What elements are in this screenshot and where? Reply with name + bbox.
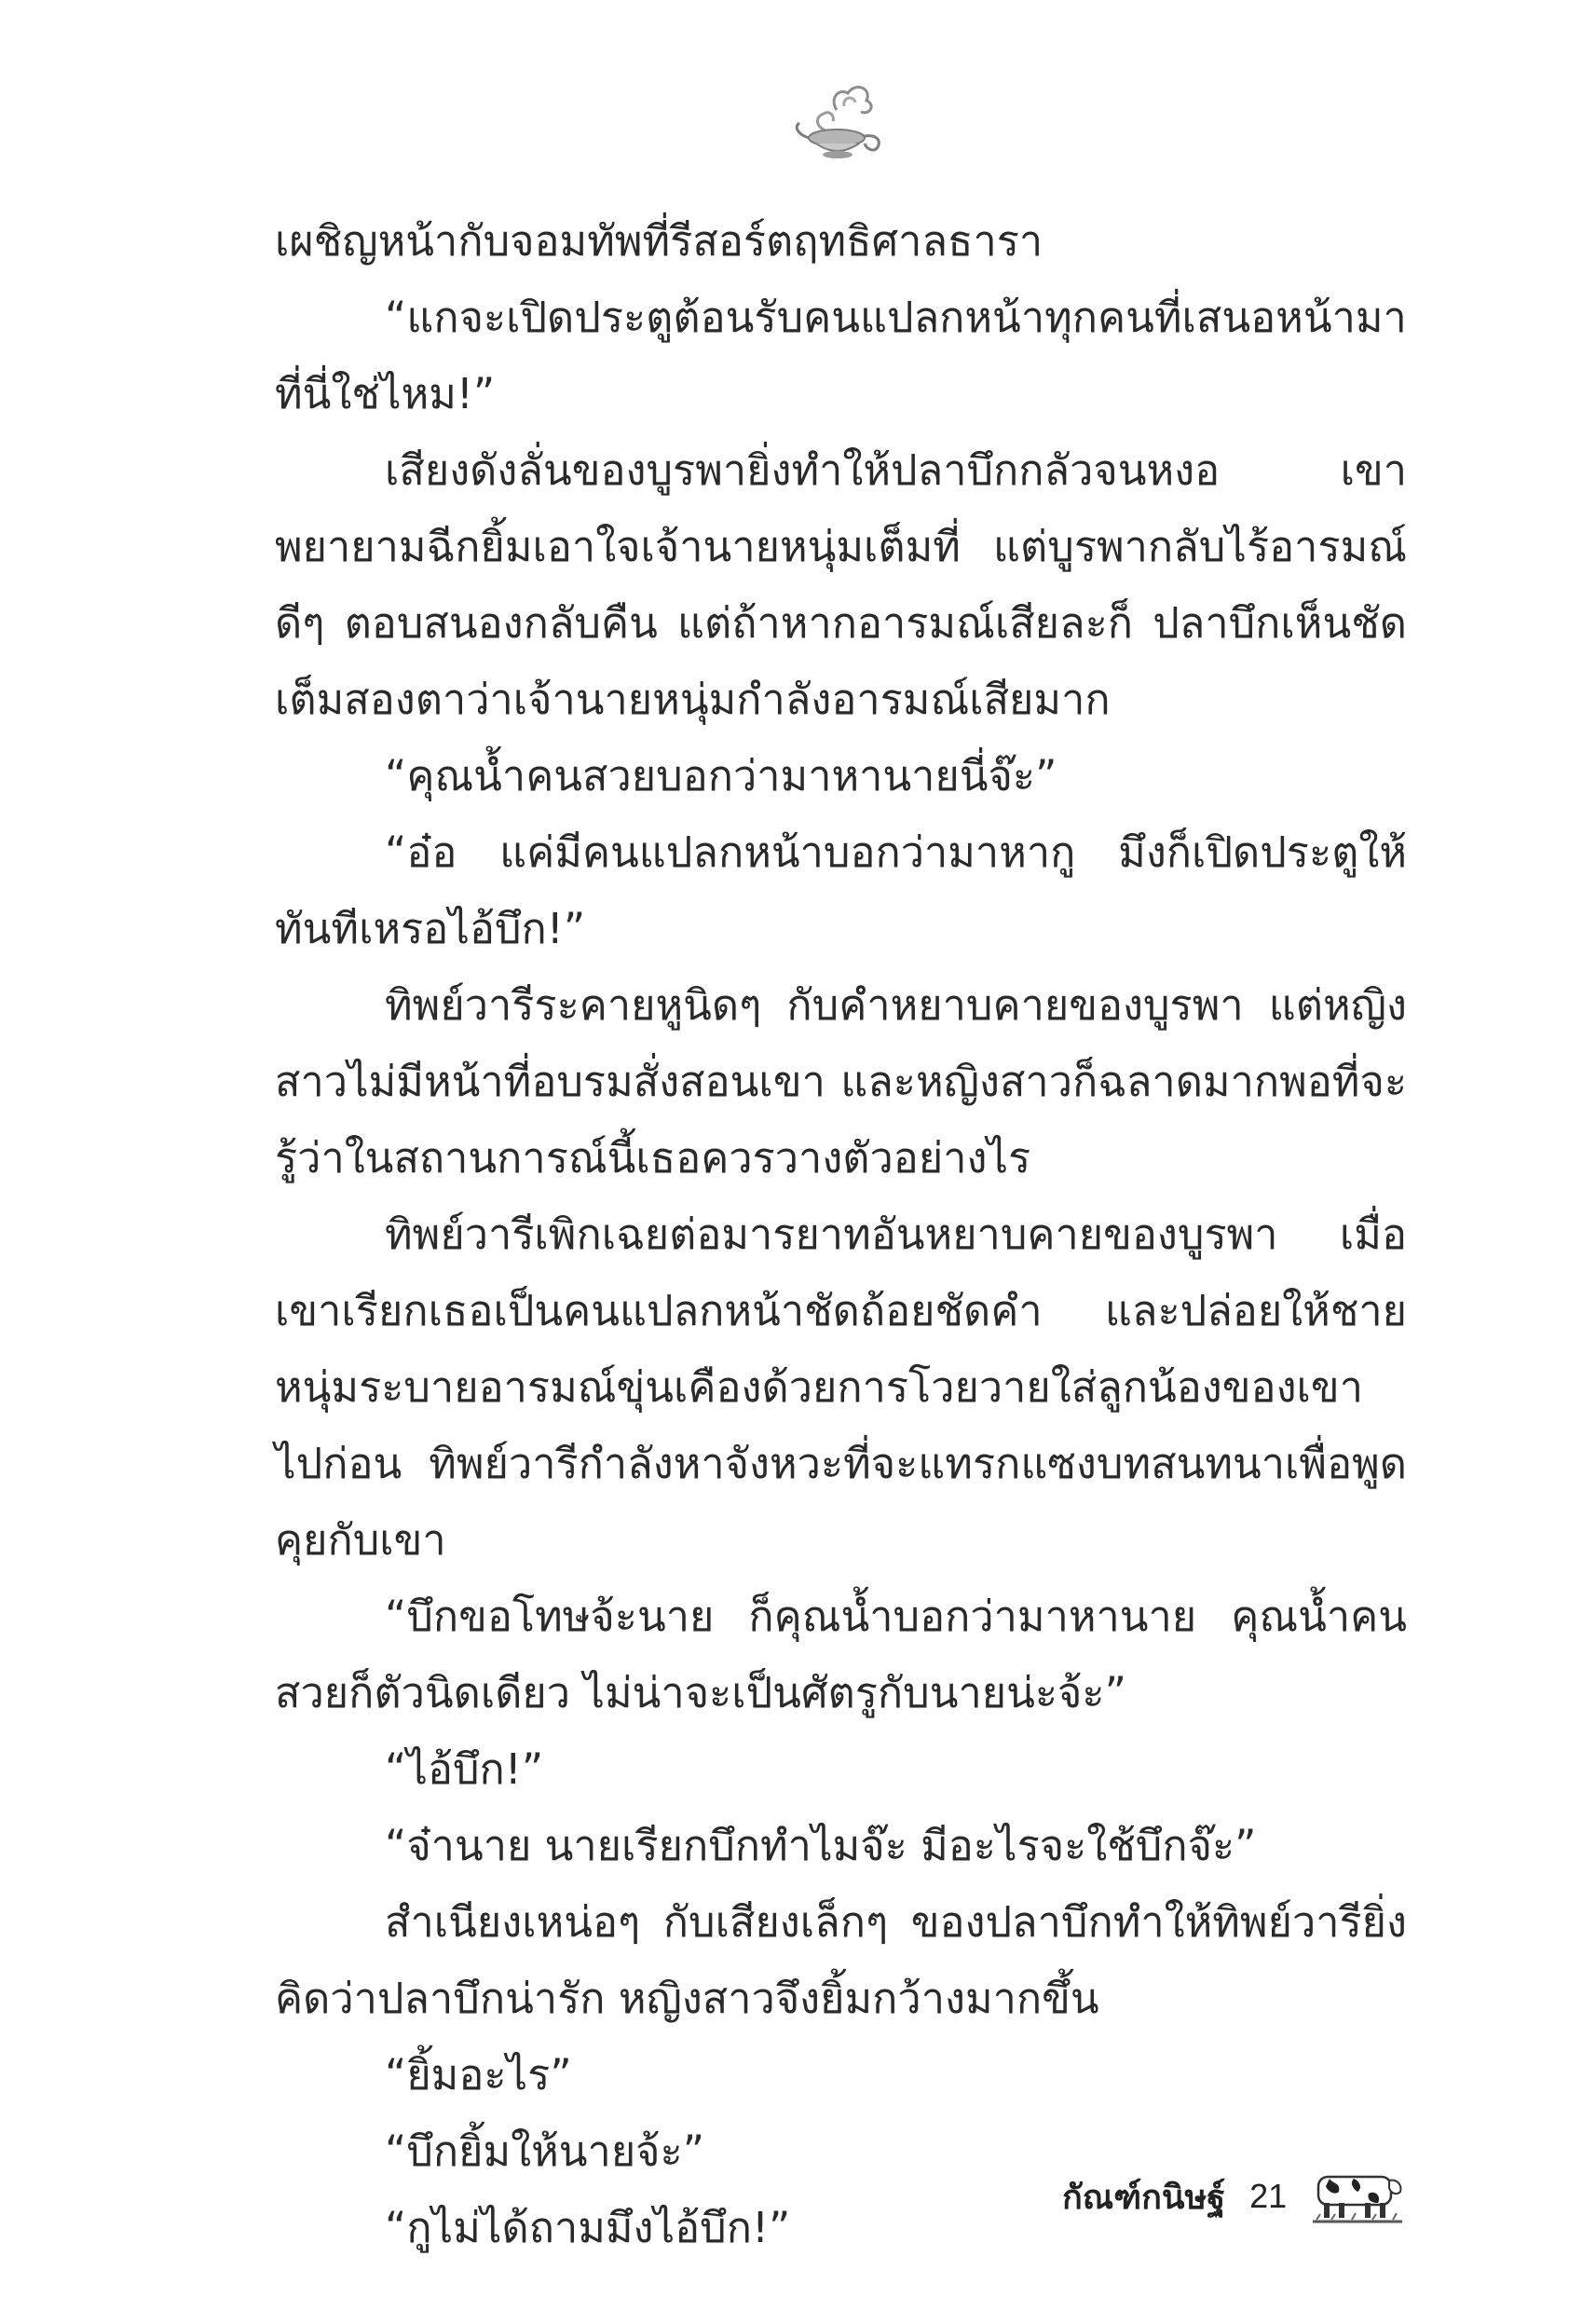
paragraph: “คุณน้ำคนสวยบอกว่ามาหานายนี่จ๊ะ” — [385, 751, 1057, 800]
paragraph: “ไอ้บึก!” — [385, 1744, 544, 1794]
paragraph: “กูไม่ได้ถามมึงไอ้บึก!” — [385, 2203, 791, 2252]
cow-icon — [1311, 2167, 1404, 2225]
paragraph: สำเนียงเหน่อๆ กับเสียงเล็กๆ ของปลาบึกทำให้ทิพย์วารียิ่งคิดว่าปลาบึกน่ารัก หญิงสาวจึงยิ้มกว้างมากขึ้น — [275, 1897, 1407, 2023]
magic-lamp-icon — [788, 73, 891, 161]
paragraph: “อ๋อ แค่มีคนแปลกหน้าบอกว่ามาหากู มึงก็เปิดประตูให้ทันทีเหรอไอ้บึก!” — [275, 827, 1407, 953]
paragraph: เสียงดังลั่นของบูรพายิ่งทำให้ปลาบึกกลัวจนหงอ เขาพยายามฉีกยิ้มเอาใจเจ้านายหนุ่มเต็มที่ แต่บูรพากลับไร้อารมณ์ดีๆ ตอบสนองกลับคืน แต่ถ้าหากอารมณ์เสียละก็ ปลาบึกเห็นชัดเต็มสองตาว่าเจ้านายหนุ่มกำลังอารมณ์เสียมาก — [275, 445, 1407, 724]
paragraph: “จ๋านาย นายเรียกบึกทำไมจ๊ะ มีอะไรจะใช้บึกจ๊ะ” — [385, 1821, 1257, 1870]
body-text — [275, 203, 1407, 2266]
paragraph: ทิพย์วารีระคายหูนิดๆ กับคำหยาบคายของบูรพา แต่หญิงสาวไม่มีหน้าที่อบรมสั่งสอนเขา และหญิงสาวก็ฉลาดมากพอที่จะรู้ว่าในสถานการณ์นี้เธอควรวางตัวอย่างไร — [275, 980, 1407, 1183]
page-footer — [1062, 2164, 1404, 2229]
paragraph: เผชิญหน้ากับจอมทัพที่รีสอร์ตฤทธิศาลธารา — [275, 216, 1044, 266]
footer-author: กัณฑ์กนิษฐ์ — [1062, 2178, 1226, 2217]
paragraph: “บึกขอโทษจ้ะนาย ก็คุณน้ำบอกว่ามาหานาย คุณน้ำคนสวยก็ตัวนิดเดียว ไม่น่าจะเป็นศัตรูกับนายน่ะจ้ะ” — [275, 1592, 1407, 1717]
page-number: 21 — [1249, 2177, 1288, 2215]
paragraph: ทิพย์วารีเพิกเฉยต่อมารยาทอันหยาบคายของบูรพา เมื่อเขาเรียกเธอเป็นคนแปลกหน้าชัดถ้อยชัดคำ และปล่อยให้ชายหนุ่มระบายอารมณ์ขุ่นเคืองด้วยการโวยวายใส่ลูกน้องของเขาไปก่อน ทิพย์วารีกำลังหาจังหวะที่จะแทรกแซงบทสนทนาเพื่อพูดคุยกับเขา — [275, 1210, 1407, 1565]
paragraph: “แกจะเปิดประตูต้อนรับคนแปลกหน้าทุกคนที่เสนอหน้ามาที่นี่ใช่ไหม!” — [275, 293, 1407, 418]
paragraph: “บึกยิ้มให้นายจ้ะ” — [385, 2126, 705, 2176]
paragraph: “ยิ้มอะไร” — [385, 2050, 572, 2099]
